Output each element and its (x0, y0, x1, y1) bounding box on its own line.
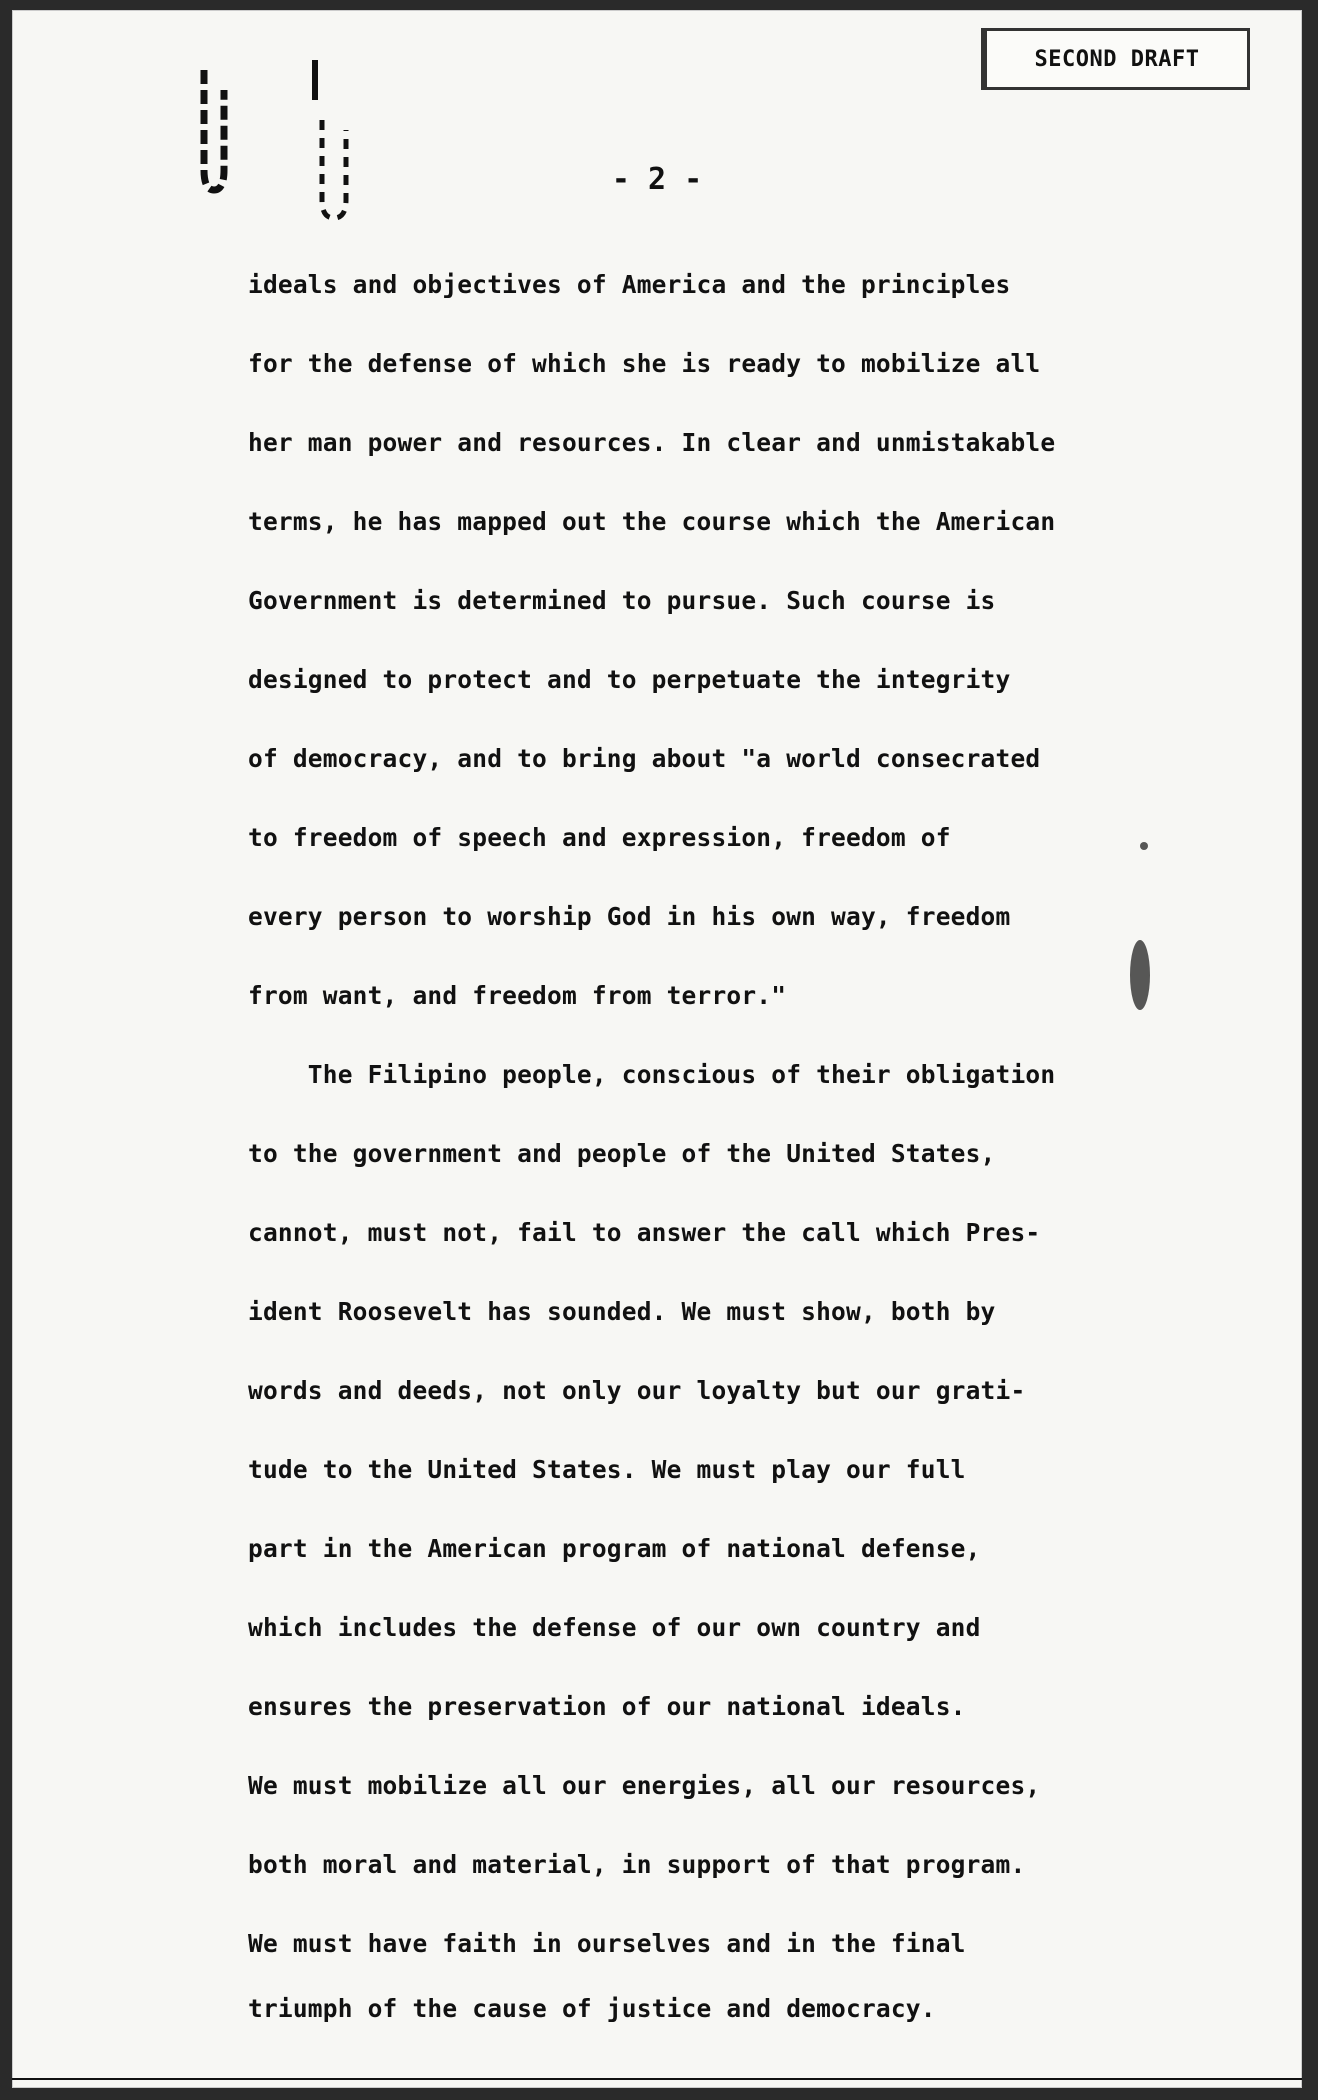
ink-speck (1140, 842, 1148, 850)
text-line: terms, he has mapped out the course which the American (248, 507, 1056, 536)
page-edge (12, 2078, 1302, 2080)
text-line: which includes the defense of our own country and (248, 1613, 981, 1642)
text-line: We must mobilize all our energies, all our resources, (248, 1771, 1041, 1800)
text-line: ideals and objectives of America and the principles (248, 270, 1011, 299)
text-line: words and deeds, not only our loyalty but our grati- (248, 1376, 1026, 1405)
second-draft-stamp: SECOND DRAFT (981, 28, 1250, 90)
text-line: every person to worship God in his own way, freedom (248, 902, 1011, 931)
document-page (12, 10, 1302, 2088)
text-line: ensures the preservation of our national ideals. (248, 1692, 966, 1721)
text-line: part in the American program of national defense, (248, 1534, 981, 1563)
text-line: ident Roosevelt has sounded. We must show, both by (248, 1297, 996, 1326)
text-line: The Filipino people, conscious of their obligation (248, 1060, 1056, 1089)
page-number: - 2 - (611, 162, 703, 197)
text-line: We must have faith in ourselves and in the final (248, 1929, 966, 1958)
text-line: of democracy, and to bring about "a world consecrated (248, 744, 1041, 773)
text-line: to the government and people of the United States, (248, 1139, 996, 1168)
text-line: cannot, must not, fail to answer the call which Pres- (248, 1218, 1041, 1247)
ink-smudge (1130, 940, 1150, 1010)
paper-clip-marks (182, 60, 382, 230)
text-line: designed to protect and to perpetuate the integrity (248, 665, 1011, 694)
text-line: both moral and material, in support of that program. (248, 1850, 1026, 1879)
text-line: to freedom of speech and expression, freedom of (248, 823, 951, 852)
text-line: tude to the United States. We must play our full (248, 1455, 966, 1484)
text-line: for the defense of which she is ready to mobilize all (248, 349, 1041, 378)
text-line: from want, and freedom from terror." (248, 981, 787, 1010)
text-line: her man power and resources. In clear and unmistakable (248, 428, 1056, 457)
text-line: triumph of the cause of justice and democracy. (248, 1994, 936, 2023)
text-line: Government is determined to pursue. Such course is (248, 586, 996, 615)
